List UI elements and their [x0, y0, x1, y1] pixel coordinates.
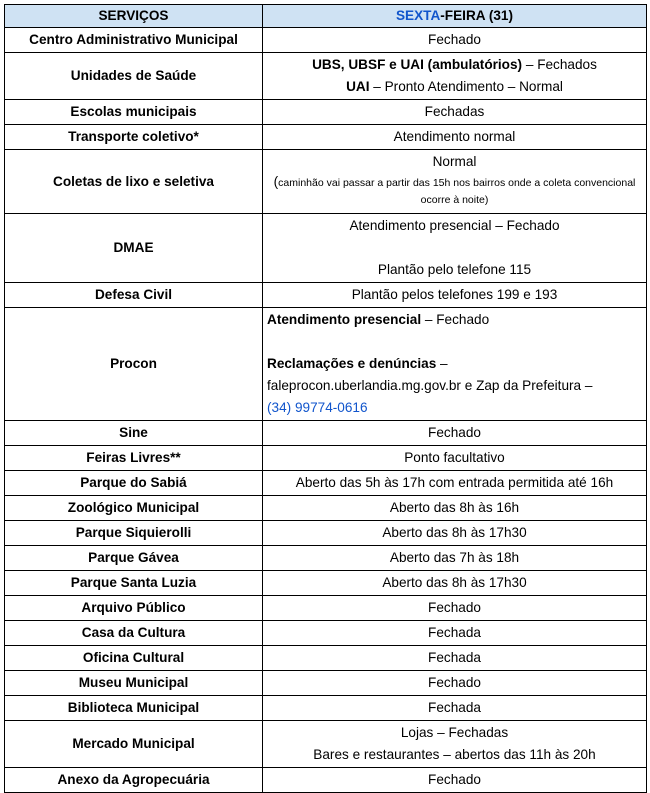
procon-phone-link[interactable]: (34) 99774-0616	[267, 400, 368, 415]
service-name: Mercado Municipal	[5, 721, 263, 768]
header-day	[263, 5, 647, 28]
service-status: Fechado	[263, 596, 647, 621]
service-status	[263, 150, 647, 214]
service-name: Unidades de Saúde	[5, 53, 263, 100]
services-schedule-table	[4, 4, 647, 793]
service-name: Feiras Livres**	[5, 446, 263, 471]
service-status	[263, 214, 647, 283]
status-line: Plantão pelo telefone 115	[377, 262, 532, 277]
service-status: Fechada	[263, 646, 647, 671]
service-name: Zoológico Municipal	[5, 496, 263, 521]
status-line: Lojas – Fechadas	[400, 725, 509, 740]
service-name: Parque Santa Luzia	[5, 571, 263, 596]
table-row	[5, 28, 647, 53]
header-row	[5, 5, 647, 28]
service-name: Anexo da Agropecuária	[5, 768, 263, 793]
service-status	[263, 53, 647, 100]
service-status	[263, 308, 647, 421]
service-status: Aberto das 8h às 16h	[263, 496, 647, 521]
service-status: Fechado	[263, 28, 647, 53]
service-status: Plantão pelos telefones 199 e 193	[263, 283, 647, 308]
service-status: Fechado	[263, 671, 647, 696]
table-row	[5, 150, 647, 214]
service-status: Aberto das 8h às 17h30	[263, 521, 647, 546]
service-name: Casa da Cultura	[5, 621, 263, 646]
table-row	[5, 571, 647, 596]
service-name: Parque do Sabiá	[5, 471, 263, 496]
table-row	[5, 421, 647, 446]
service-status: Fechada	[263, 696, 647, 721]
table-row	[5, 721, 647, 768]
service-status	[263, 721, 647, 768]
service-status: Aberto das 8h às 17h30	[263, 571, 647, 596]
table-row	[5, 646, 647, 671]
status-line: faleprocon.uberlandia.mg.gov.br e Zap da Prefeitura –	[267, 378, 593, 393]
table-row	[5, 308, 647, 421]
table-row	[5, 621, 647, 646]
status-line: Bares e restaurantes – abertos das 11h às 20h	[313, 747, 596, 762]
status-line: Atendimento presencial – Fechado	[349, 218, 560, 233]
service-name: Parque Siquierolli	[5, 521, 263, 546]
service-status: Aberto das 5h às 17h com entrada permitida até 16h	[263, 471, 647, 496]
service-name: Museu Municipal	[5, 671, 263, 696]
table-row	[5, 100, 647, 125]
service-name: Sine	[5, 421, 263, 446]
service-name: Biblioteca Municipal	[5, 696, 263, 721]
status-line: UBS, UBSF e UAI (ambulatórios) – Fechados	[312, 57, 597, 72]
table-row	[5, 546, 647, 571]
service-name: Transporte coletivo*	[5, 125, 263, 150]
service-status: Fechadas	[263, 100, 647, 125]
header-day-rest: -FEIRA (31)	[440, 8, 514, 23]
service-name: Oficina Cultural	[5, 646, 263, 671]
service-name: Coletas de lixo e seletiva	[5, 150, 263, 214]
table-row	[5, 768, 647, 793]
service-status: Fechado	[263, 421, 647, 446]
service-name: Escolas municipais	[5, 100, 263, 125]
service-name: Defesa Civil	[5, 283, 263, 308]
status-note: (caminhão vai passar a partir das 15h nos bairros onde a coleta convencional ocorre à noite)	[273, 174, 636, 206]
table-row	[5, 521, 647, 546]
service-name: Arquivo Público	[5, 596, 263, 621]
status-line: Reclamações e denúncias –	[267, 356, 448, 371]
header-services: SERVIÇOS	[5, 5, 263, 28]
status-line: Atendimento presencial – Fechado	[267, 312, 490, 327]
service-name: Centro Administrativo Municipal	[5, 28, 263, 53]
service-name: DMAE	[5, 214, 263, 283]
table-row	[5, 496, 647, 521]
service-name: Procon	[5, 308, 263, 421]
table-row	[5, 214, 647, 283]
table-row	[5, 53, 647, 100]
service-name: Parque Gávea	[5, 546, 263, 571]
status-line: Normal	[432, 154, 477, 169]
table-row	[5, 125, 647, 150]
table-row	[5, 283, 647, 308]
header-day-highlight: SEXTA	[395, 8, 441, 23]
table-row	[5, 446, 647, 471]
service-status: Ponto facultativo	[263, 446, 647, 471]
table-row	[5, 596, 647, 621]
service-status: Atendimento normal	[263, 125, 647, 150]
service-status: Fechada	[263, 621, 647, 646]
table-row	[5, 696, 647, 721]
table-row	[5, 671, 647, 696]
status-line: UAI – Pronto Atendimento – Normal	[346, 79, 563, 94]
service-status: Fechado	[263, 768, 647, 793]
service-status: Aberto das 7h às 18h	[263, 546, 647, 571]
table-row	[5, 471, 647, 496]
